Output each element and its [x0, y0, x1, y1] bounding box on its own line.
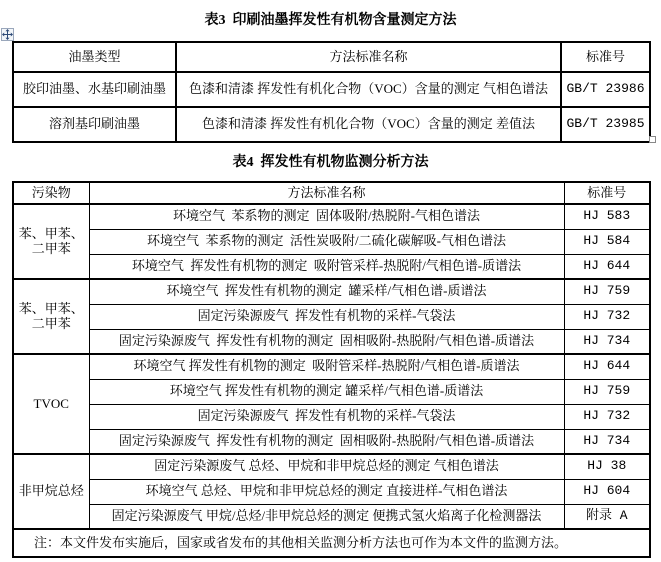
table4 — [12, 181, 651, 558]
ink-type-cell: 溶剂基印刷油墨 — [13, 107, 176, 142]
table4-note-row — [13, 529, 650, 557]
table4-row — [13, 379, 650, 404]
method-cell: 固定污染源废气 挥发性有机物的采样-气袋法 — [89, 304, 564, 329]
method-cell: 环境空气 苯系物的测定 固体吸附/热脱附-气相色谱法 — [89, 204, 564, 229]
table4-row — [13, 254, 650, 279]
method-cell: 环境空气 挥发性有机物的测定 罐采样/气相色谱-质谱法 — [89, 279, 564, 304]
table4-row — [13, 279, 650, 304]
table3-header-standard-no: 标准号 — [561, 42, 650, 72]
standard-cell: HJ 732 — [564, 304, 650, 329]
standard-cell: HJ 732 — [564, 404, 650, 429]
method-cell: 固定污染源废气 挥发性有机物的采样-气袋法 — [89, 404, 564, 429]
note-cell: 注：本文件发布实施后，国家或省发布的其他相关监测分析方法也可作为本文件的监测方法。 — [13, 529, 650, 557]
method-cell: 环境空气 挥发性有机物的测定 罐采样/气相色谱-质谱法 — [89, 379, 564, 404]
standard-cell: GB/T 23985 — [561, 107, 650, 142]
standard-cell: HJ 759 — [564, 279, 650, 304]
standard-cell: HJ 734 — [564, 429, 650, 454]
table4-row — [13, 354, 650, 379]
method-cell: 环境空气 总烃、甲烷和非甲烷总烃的测定 直接进样-气相色谱法 — [89, 479, 564, 504]
table4-header-standard-no: 标准号 — [564, 182, 650, 204]
table3-row — [13, 107, 650, 142]
move-cross-arrows-icon — [2, 29, 13, 40]
table4-row — [13, 204, 650, 229]
table4-title: 表4 挥发性有机物监测分析方法 — [232, 155, 429, 170]
table-resize-handle[interactable] — [649, 136, 656, 143]
table4-row — [13, 454, 650, 479]
table4-row — [13, 504, 650, 529]
method-cell: 环境空气 挥发性有机物的测定 吸附管采样-热脱附/气相色谱-质谱法 — [89, 254, 564, 279]
table4-row — [13, 304, 650, 329]
standard-cell: HJ 38 — [564, 454, 650, 479]
table-move-handle[interactable] — [1, 28, 14, 41]
method-cell: 固定污染源废气 挥发性有机物的测定 固相吸附-热脱附/气相色谱-质谱法 — [89, 429, 564, 454]
table4-row — [13, 429, 650, 454]
pollutant-cell: 苯、甲苯、二甲苯 — [13, 279, 89, 354]
pollutant-cell: 非甲烷总烃 — [13, 454, 89, 529]
pollutant-cell: 苯、甲苯、二甲苯 — [13, 204, 89, 279]
method-cell: 固定污染源废气 总烃、甲烷和非甲烷总烃的测定 气相色谱法 — [89, 454, 564, 479]
table3-header-ink-type: 油墨类型 — [13, 42, 176, 72]
table4-row — [13, 329, 650, 354]
standard-cell: HJ 644 — [564, 354, 650, 379]
method-cell: 色漆和清漆 挥发性有机化合物（VOC）含量的测定 气相色谱法 — [176, 72, 561, 107]
table4-header-row — [13, 182, 650, 204]
table3-header-row — [13, 42, 650, 72]
standard-cell: HJ 584 — [564, 229, 650, 254]
method-cell: 环境空气 苯系物的测定 活性炭吸附/二硫化碳解吸-气相色谱法 — [89, 229, 564, 254]
standard-cell: HJ 734 — [564, 329, 650, 354]
table3 — [12, 41, 651, 143]
pollutant-cell: TVOC — [13, 354, 89, 454]
table4-row — [13, 404, 650, 429]
table4-header-method-name: 方法标准名称 — [89, 182, 564, 204]
method-cell: 色漆和清漆 挥发性有机化合物（VOC）含量的测定 差值法 — [176, 107, 561, 142]
method-cell: 环境空气 挥发性有机物的测定 吸附管采样-热脱附/气相色谱-质谱法 — [89, 354, 564, 379]
standard-cell: HJ 604 — [564, 479, 650, 504]
table4-header-pollutant: 污染物 — [13, 182, 89, 204]
method-cell: 固定污染源废气 甲烷/总烃/非甲烷总烃的测定 便携式氢火焰离子化检测器法 — [89, 504, 564, 529]
method-cell: 固定污染源废气 挥发性有机物的测定 固相吸附-热脱附/气相色谱-质谱法 — [89, 329, 564, 354]
ink-type-cell: 胶印油墨、水基印刷油墨 — [13, 72, 176, 107]
standard-cell: HJ 759 — [564, 379, 650, 404]
standard-cell: 附录 A — [564, 504, 650, 529]
table4-row — [13, 229, 650, 254]
standard-cell: GB/T 23986 — [561, 72, 650, 107]
table3-title: 表3 印刷油墨挥发性有机物含量测定方法 — [204, 13, 457, 28]
table3-header-method-name: 方法标准名称 — [176, 42, 561, 72]
table3-row — [13, 72, 650, 107]
table4-row — [13, 479, 650, 504]
standard-cell: HJ 583 — [564, 204, 650, 229]
standard-cell: HJ 644 — [564, 254, 650, 279]
